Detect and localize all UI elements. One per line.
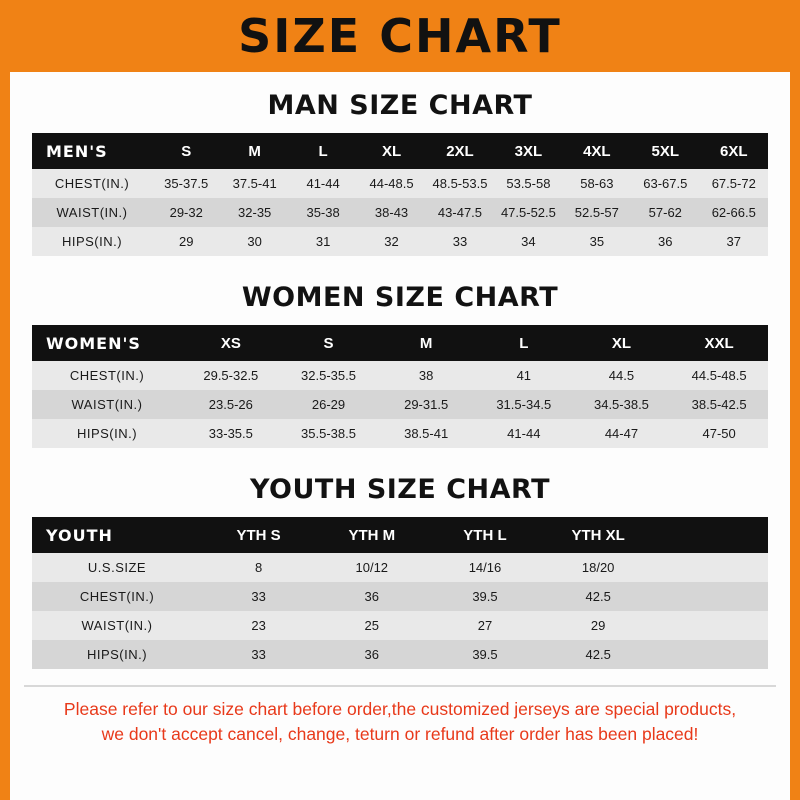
men-r0-c2: 41-44 — [289, 169, 357, 198]
women-col-1: S — [280, 325, 378, 361]
men-r0-c6: 58-63 — [563, 169, 631, 198]
youth-row-3-label: HIPS(IN.) — [32, 640, 202, 669]
men-r0-c3: 44-48.5 — [357, 169, 425, 198]
youth-r0-c4 — [655, 553, 768, 582]
women-row-0-label: CHEST(IN.) — [32, 361, 182, 390]
men-row-2-label: HIPS(IN.) — [32, 227, 152, 256]
table-header-row — [32, 325, 768, 361]
youth-r3-c4 — [655, 640, 768, 669]
youth-col-3: YTH XL — [542, 517, 655, 553]
section-title-women: WOMEN SIZE CHART — [241, 282, 559, 313]
men-col-8: 6XL — [700, 133, 769, 169]
table-row — [32, 361, 768, 390]
table-row — [32, 390, 768, 419]
men-col-2: L — [289, 133, 357, 169]
women-r2-c5: 47-50 — [670, 419, 768, 448]
men-col-3: XL — [357, 133, 425, 169]
men-r2-c5: 34 — [494, 227, 562, 256]
men-col-0: S — [152, 133, 220, 169]
table-row — [32, 582, 768, 611]
youth-r2-c1: 25 — [315, 611, 428, 640]
women-r1-c4: 34.5-38.5 — [573, 390, 671, 419]
table-row — [32, 198, 768, 227]
women-r0-c2: 38 — [377, 361, 475, 390]
women-col-5: XXL — [670, 325, 768, 361]
men-col-5: 3XL — [494, 133, 562, 169]
youth-col-0: YTH S — [202, 517, 315, 553]
men-row-0-label: CHEST(IN.) — [32, 169, 152, 198]
men-col-1: M — [220, 133, 288, 169]
youth-r1-c3: 42.5 — [542, 582, 655, 611]
women-r2-c2: 38.5-41 — [377, 419, 475, 448]
men-r0-c5: 53.5-58 — [494, 169, 562, 198]
men-r0-c8: 67.5-72 — [700, 169, 769, 198]
men-r1-c7: 57-62 — [631, 198, 699, 227]
table-row — [32, 640, 768, 669]
youth-r1-c1: 36 — [315, 582, 428, 611]
youth-r1-c2: 39.5 — [428, 582, 541, 611]
women-r2-c0: 33-35.5 — [182, 419, 280, 448]
women-r2-c1: 35.5-38.5 — [280, 419, 378, 448]
men-r1-c2: 35-38 — [289, 198, 357, 227]
men-size-table — [32, 133, 768, 256]
youth-r0-c1: 10/12 — [315, 553, 428, 582]
men-r1-c8: 62-66.5 — [700, 198, 769, 227]
section-men — [10, 90, 790, 256]
men-r2-c7: 36 — [631, 227, 699, 256]
youth-r3-c3: 42.5 — [542, 640, 655, 669]
women-r2-c4: 44-47 — [573, 419, 671, 448]
youth-r1-c4 — [655, 582, 768, 611]
men-col-4: 2XL — [426, 133, 494, 169]
women-col-4: XL — [573, 325, 671, 361]
men-row-1-label: WAIST(IN.) — [32, 198, 152, 227]
youth-r2-c0: 23 — [202, 611, 315, 640]
women-r0-c0: 29.5-32.5 — [182, 361, 280, 390]
section-youth — [10, 474, 790, 669]
youth-r2-c2: 27 — [428, 611, 541, 640]
youth-row-1-label: CHEST(IN.) — [32, 582, 202, 611]
youth-r0-c3: 18/20 — [542, 553, 655, 582]
header-band — [0, 0, 800, 72]
women-r2-c3: 41-44 — [475, 419, 573, 448]
men-r2-c6: 35 — [563, 227, 631, 256]
men-header-label: MEN'S — [32, 133, 152, 169]
men-r2-c3: 32 — [357, 227, 425, 256]
women-r1-c3: 31.5-34.5 — [475, 390, 573, 419]
section-title-youth: YOUTH SIZE CHART — [249, 474, 551, 505]
youth-r3-c2: 39.5 — [428, 640, 541, 669]
youth-r2-c3: 29 — [542, 611, 655, 640]
women-col-3: L — [475, 325, 573, 361]
men-r2-c8: 37 — [700, 227, 769, 256]
men-r1-c4: 43-47.5 — [426, 198, 494, 227]
youth-r0-c2: 14/16 — [428, 553, 541, 582]
youth-r1-c0: 33 — [202, 582, 315, 611]
women-r1-c1: 26-29 — [280, 390, 378, 419]
section-women — [10, 282, 790, 448]
youth-r3-c0: 33 — [202, 640, 315, 669]
men-r1-c5: 47.5-52.5 — [494, 198, 562, 227]
men-r1-c0: 29-32 — [152, 198, 220, 227]
men-r1-c6: 52.5-57 — [563, 198, 631, 227]
table-row — [32, 553, 768, 582]
youth-col-1: YTH M — [315, 517, 428, 553]
men-r0-c0: 35-37.5 — [152, 169, 220, 198]
youth-col-4 — [655, 517, 768, 553]
women-row-2-label: HIPS(IN.) — [32, 419, 182, 448]
women-size-table — [32, 325, 768, 448]
men-r2-c1: 30 — [220, 227, 288, 256]
women-row-1-label: WAIST(IN.) — [32, 390, 182, 419]
youth-row-0-label: U.S.SIZE — [32, 553, 202, 582]
men-col-7: 5XL — [631, 133, 699, 169]
women-r0-c4: 44.5 — [573, 361, 671, 390]
table-row — [32, 227, 768, 256]
men-col-6: 4XL — [563, 133, 631, 169]
women-r1-c0: 23.5-26 — [182, 390, 280, 419]
footer-note — [24, 685, 776, 748]
women-r0-c5: 44.5-48.5 — [670, 361, 768, 390]
table-row — [32, 169, 768, 198]
youth-size-table — [32, 517, 768, 669]
men-r1-c1: 32-35 — [220, 198, 288, 227]
women-header-label: WOMEN'S — [32, 325, 182, 361]
footer-line-1: Please refer to our size chart before order,the customized jerseys are special products, — [63, 699, 737, 719]
table-header-row — [32, 517, 768, 553]
men-r2-c0: 29 — [152, 227, 220, 256]
page-title: SIZE CHART — [238, 9, 562, 63]
men-r2-c4: 33 — [426, 227, 494, 256]
men-r1-c3: 38-43 — [357, 198, 425, 227]
table-row — [32, 419, 768, 448]
women-r0-c1: 32.5-35.5 — [280, 361, 378, 390]
youth-r3-c1: 36 — [315, 640, 428, 669]
youth-row-2-label: WAIST(IN.) — [32, 611, 202, 640]
youth-r0-c0: 8 — [202, 553, 315, 582]
section-title-men: MAN SIZE CHART — [267, 90, 533, 121]
men-r0-c1: 37.5-41 — [220, 169, 288, 198]
women-col-2: M — [377, 325, 475, 361]
men-r2-c2: 31 — [289, 227, 357, 256]
men-r0-c4: 48.5-53.5 — [426, 169, 494, 198]
women-r1-c2: 29-31.5 — [377, 390, 475, 419]
women-col-0: XS — [182, 325, 280, 361]
women-r1-c5: 38.5-42.5 — [670, 390, 768, 419]
youth-r2-c4 — [655, 611, 768, 640]
table-header-row — [32, 133, 768, 169]
footer-line-2: we don't accept cancel, change, teturn or refund after order has been placed! — [101, 724, 699, 745]
women-r0-c3: 41 — [475, 361, 573, 390]
men-r0-c7: 63-67.5 — [631, 169, 699, 198]
youth-header-label: YOUTH — [32, 517, 202, 553]
table-row — [32, 611, 768, 640]
youth-col-2: YTH L — [428, 517, 541, 553]
